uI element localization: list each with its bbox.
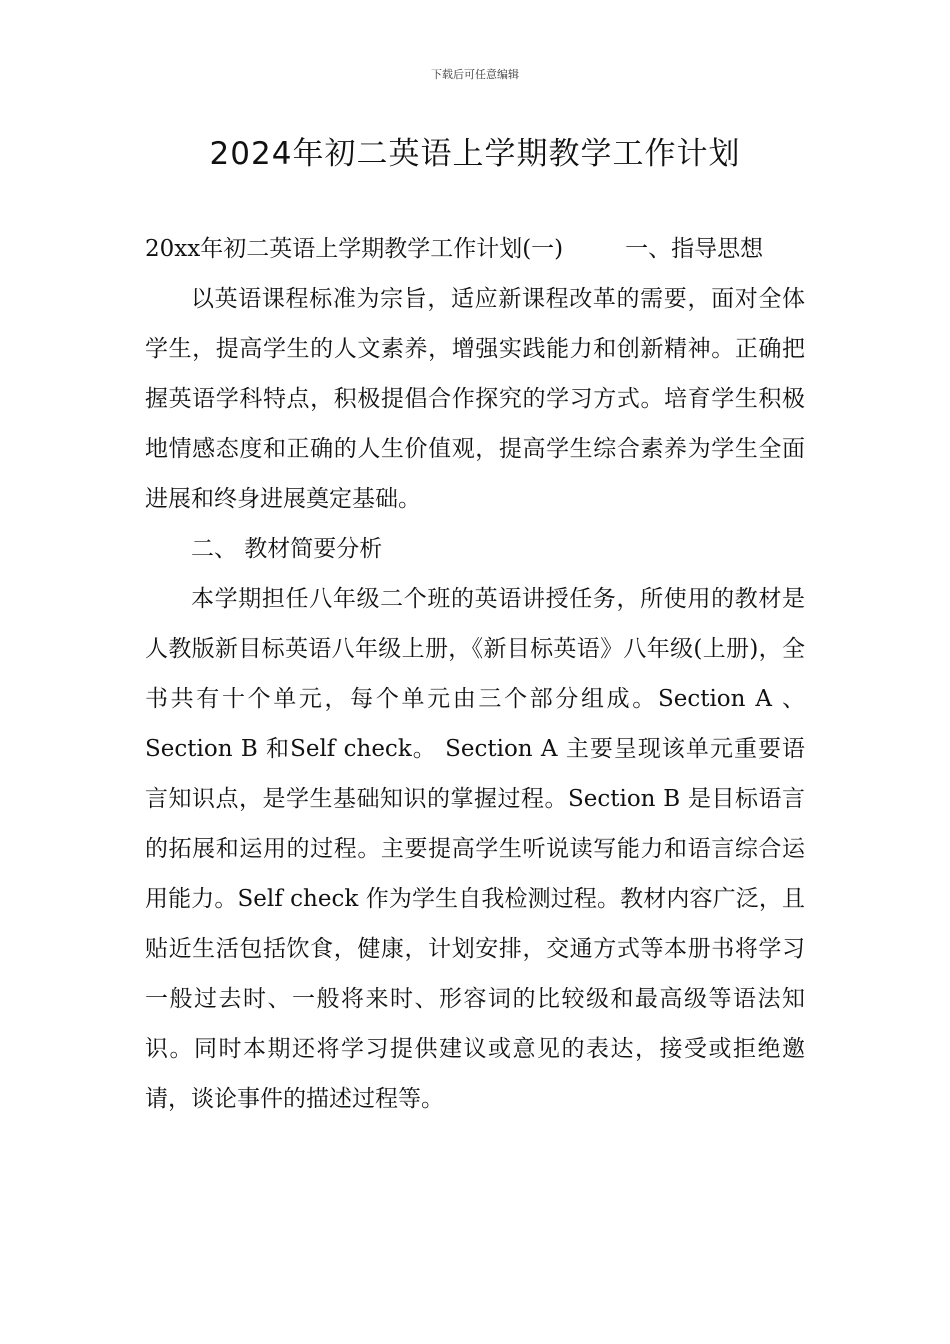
paragraph-textbook-analysis: 本学期担任八年级二个班的英语讲授任务，所使用的教材是人教版新目标英语八年级上册，《新目标英语》八年级(上册)，全书共有十个单元，每个单元由三个部分组成。Section A 、 Section B 和Self check。 Section A 主要呈现该单元重要语言知识点，是学生基础知识的掌握过程。Section B 是目标语言的拓展和运用的过程。主要提高学生听说读写能力和语言综合运用能力。Self check 作为学生自我检测过程。教材内容广泛，且贴近生活包括饮食，健康，计划安排，交通方式等本册书将学习一般过去时、一般将来时、形容词的比较级和最高级等语法知识。同时本期还将学习提供建议或意见的表达，接受或拒绝邀请，谈论事件的描述过程等。 xyxy=(145,586,805,1112)
section2-heading: 二、 教材简要分析 xyxy=(191,536,383,562)
document-body xyxy=(145,224,805,1124)
page-header-note: 下载后可任意编辑 xyxy=(431,68,519,81)
subtitle-line xyxy=(145,224,805,274)
section1-heading: 一、指导思想 xyxy=(625,236,764,262)
document-subtitle: 20xx年初二英语上学期教学工作计划(一) xyxy=(145,236,564,262)
document-title: 2024年初二英语上学期教学工作计划 xyxy=(209,136,741,172)
paragraph-guiding-thought: 以英语课程标准为宗旨，适应新课程改革的需要，面对全体学生，提高学生的人文素养，增强实践能力和创新精神。正确把握英语学科特点，积极提倡合作探究的学习方式。培育学生积极地情感态度和正确的人生价值观，提高学生综合素养为学生全面进展和终身进展奠定基础。 xyxy=(145,286,805,512)
